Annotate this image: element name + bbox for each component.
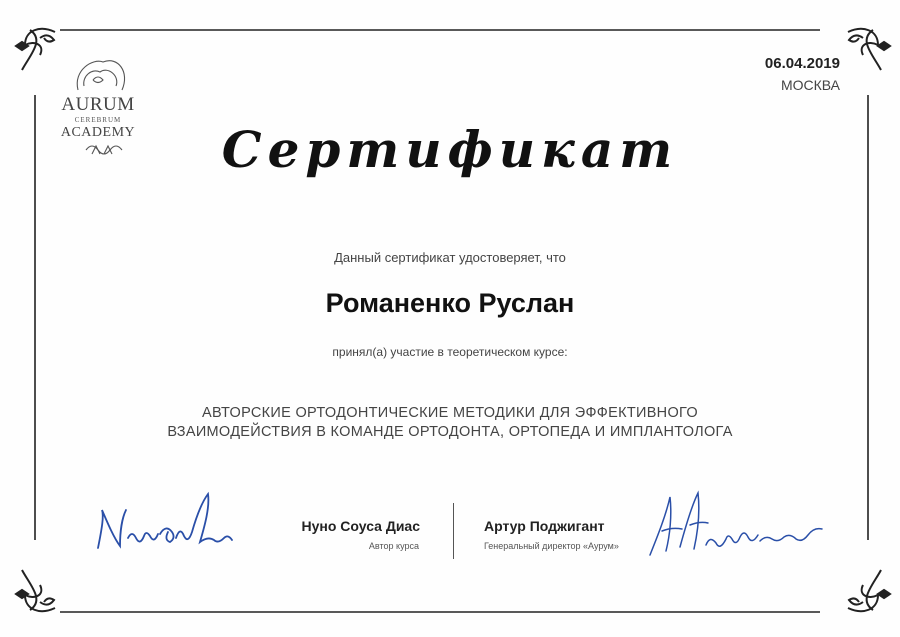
signatory-1-name: Нуно Соуса Диас — [301, 518, 420, 534]
participation-text: принял(а) участие в теоретическом курсе: — [332, 345, 568, 359]
signatory-2-name: Артур Поджигант — [484, 518, 605, 534]
signatory-1-role: Автор курса — [368, 541, 419, 551]
signature-right — [640, 485, 830, 565]
issue-date: 06.04.2019 — [764, 55, 840, 72]
course-title-line-1: АВТОРСКИЕ ОРТОДОНТИЧЕСКИЕ МЕТОДИКИ ДЛЯ ЭФФЕКТИВНОГО — [202, 405, 698, 421]
intro-text: Данный сертификат удостоверяет, что — [334, 250, 566, 265]
logo-academy-text: ACADEMY — [60, 125, 136, 140]
logo-aurum-text: AURUM — [61, 94, 135, 115]
signature-divider — [453, 503, 454, 559]
course-title-line-2: ВЗАИМОДЕЙСТВИЯ В КОМАНДЕ ОРТОДОНТА, ОРТОПЕДА И ИМПЛАНТОЛОГА — [167, 424, 733, 440]
corner-ornament-bottom-left — [16, 570, 55, 611]
corner-ornament-bottom-right — [848, 570, 890, 611]
course-title — [0, 404, 900, 442]
logo-cerebrum-text: CEREBRUM — [74, 116, 122, 124]
recipient-name: Романенко Руслан — [325, 288, 575, 318]
signature-left — [92, 488, 262, 560]
corner-ornament-top-right — [848, 29, 890, 70]
signatory-2-role: Генеральный директор «Аурум» — [484, 541, 619, 551]
certificate-title: Сертификат — [221, 120, 679, 179]
issue-city: МОСКВА — [780, 77, 840, 93]
